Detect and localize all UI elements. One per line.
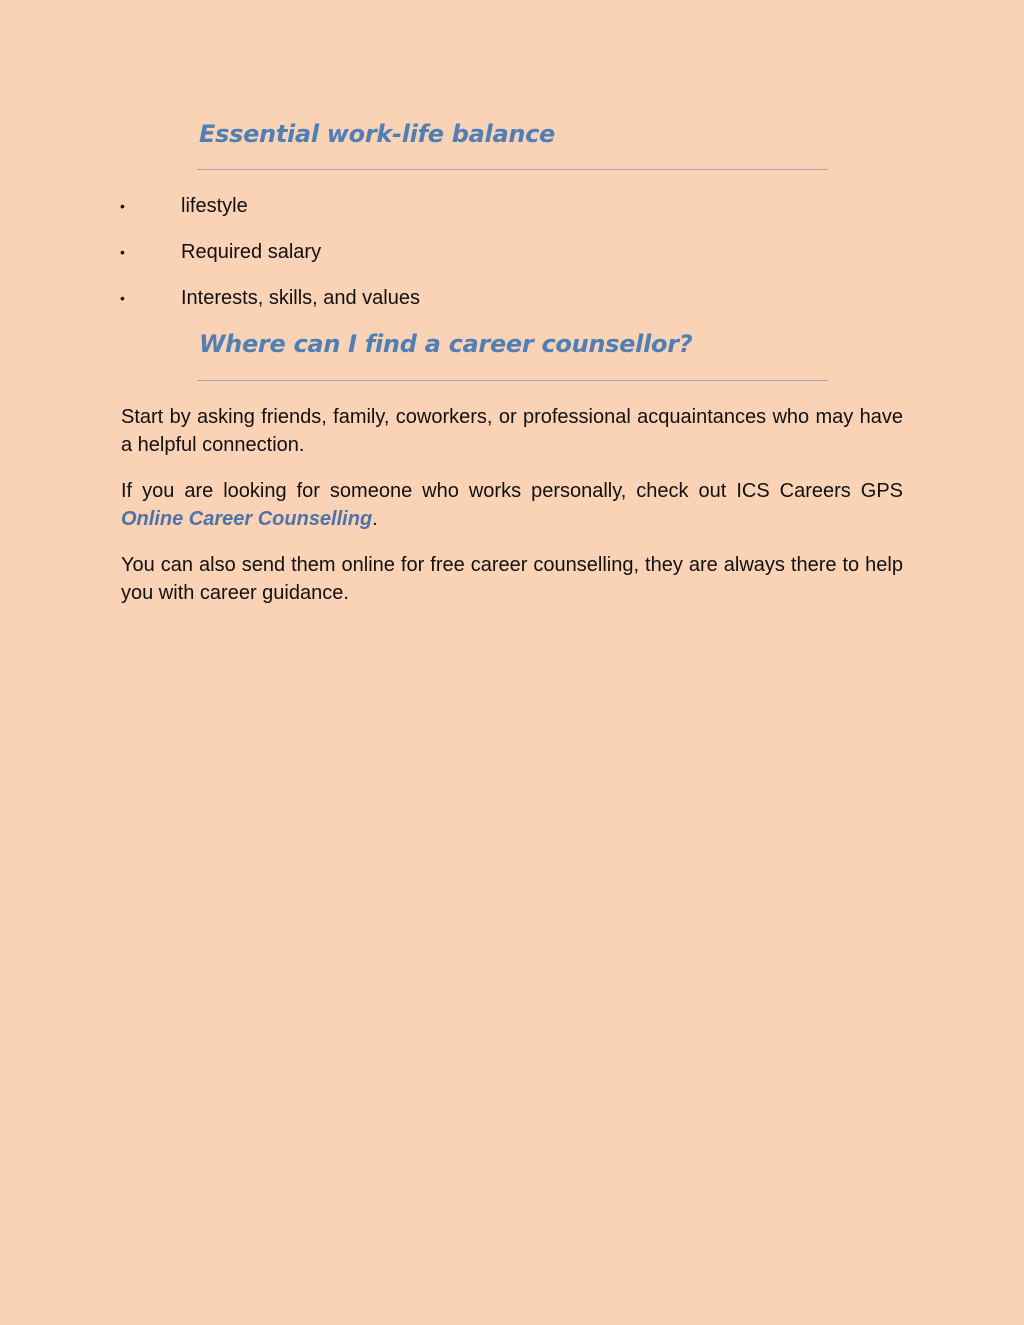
list-item-text: Interests, skills, and values — [181, 287, 420, 309]
bullet-icon: • — [120, 198, 125, 214]
body-content — [121, 403, 903, 625]
heading-find-counsellor: Where can I find a career counsellor? — [197, 330, 828, 381]
list-item — [120, 239, 900, 285]
online-career-counselling-link[interactable]: Online Career Counselling — [121, 508, 373, 530]
paragraph-ask-friends: Start by asking friends, family, coworkers, or professional acquaintances who may have a helpful connection. — [121, 406, 903, 456]
list-item — [120, 285, 900, 331]
list-item — [120, 193, 900, 239]
paragraph-text: . — [372, 508, 378, 530]
bullet-icon: • — [120, 244, 125, 260]
paragraph-ics-careers — [121, 477, 903, 533]
paragraph-online-counselling: You can also send them online for free career counselling, they are always there to help you with career guidance. — [121, 554, 903, 604]
bullet-icon: • — [120, 290, 125, 306]
heading-work-life-balance: Essential work-life balance — [197, 120, 828, 170]
paragraph-text: If you are looking for someone who works personally, check out ICS Careers GPS — [121, 480, 903, 502]
list-item-text: lifestyle — [181, 195, 248, 217]
list-item-text: Required salary — [181, 241, 322, 263]
bullet-list — [120, 193, 900, 331]
